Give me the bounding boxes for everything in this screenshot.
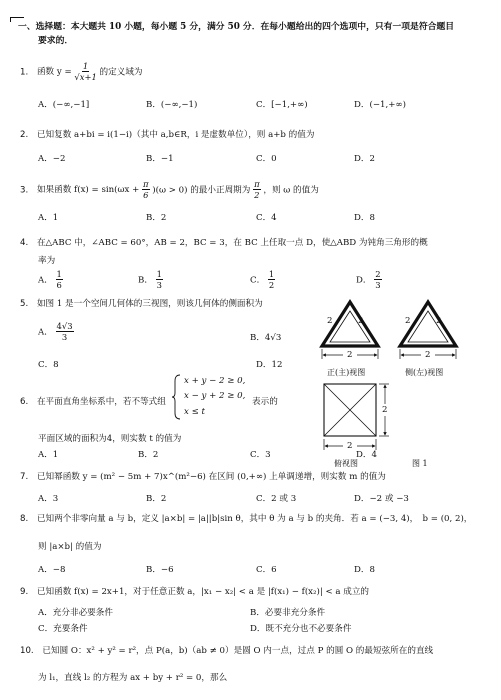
front-view-caption: 正(主)视图 xyxy=(327,368,366,377)
fraction xyxy=(74,62,96,82)
question-stem-cont: 则 |a×b| 的值为 xyxy=(38,542,102,552)
fraction-denominator: 3 xyxy=(156,280,162,291)
fraction-numerator: π xyxy=(254,179,260,189)
option-a: A．1 xyxy=(38,213,59,223)
figure-1-three-views xyxy=(310,296,480,474)
question-stem: 已知函数 f(x) = 2x+1，对于任意正数 a，|x₁ − x₂| < a 是 |f(x₁) − f(x₂)| < a 成立的 xyxy=(36,587,370,597)
option-d: D．(−1,+∞) xyxy=(354,100,406,110)
option-a: A．3 xyxy=(38,494,59,504)
question-9 xyxy=(20,585,369,597)
option-d: D．2 xyxy=(354,154,375,164)
option-c: C．2 或 3 xyxy=(256,494,297,504)
option-b: B．(−∞,−1) xyxy=(146,100,198,110)
question-stem: 的定义域为 xyxy=(99,67,143,78)
option-b: B．2 xyxy=(146,494,167,504)
option-d: D．8 xyxy=(354,213,375,223)
question-4 xyxy=(20,236,428,248)
fraction-numerator: 1 xyxy=(268,269,275,279)
system-brace xyxy=(172,374,182,420)
option-a xyxy=(38,270,63,290)
question-number: 1. xyxy=(20,67,29,78)
question-stem: 已知复数 a+bi = i(1−i)（其中 a,b∈R，i 是虚数单位），则 a+b 的值为 xyxy=(36,130,315,140)
question-10 xyxy=(20,644,433,656)
option-a xyxy=(38,322,74,342)
fraction-denominator: √x+1 xyxy=(74,72,97,83)
question-5 xyxy=(20,297,263,309)
system-line-3: x ≤ t xyxy=(184,407,205,417)
option-label: A． xyxy=(38,327,53,338)
option-c: C．8 xyxy=(38,360,59,370)
option-b: B．4√3 xyxy=(250,333,282,343)
option-b: B．−6 xyxy=(146,565,174,575)
fraction-numerator: π xyxy=(143,179,149,189)
fraction-numerator: 1 xyxy=(56,269,62,279)
question-number: 5. xyxy=(20,299,29,309)
fraction xyxy=(142,180,150,200)
question-3 xyxy=(20,180,319,200)
fraction xyxy=(374,270,381,290)
option-d: D．12 xyxy=(256,360,283,370)
option-b: B．2 xyxy=(146,213,167,223)
option-a: A．−8 xyxy=(38,565,66,575)
option-d: D．4 xyxy=(356,450,377,460)
question-number: 10. xyxy=(20,646,34,656)
option-b: B．必要非充分条件 xyxy=(250,608,326,618)
option-a: A．1 xyxy=(38,450,59,460)
question-number: 9. xyxy=(20,587,29,597)
fraction-numerator: 4√3 xyxy=(56,321,73,331)
option-a: A．−2 xyxy=(38,154,66,164)
option-label: C． xyxy=(250,275,266,286)
question-stem: 在平面直角坐标系中，若不等式组 xyxy=(36,397,166,407)
question-stem: 函数 y = xyxy=(36,67,72,78)
side-view-edge-right: 2 xyxy=(436,316,442,326)
option-c: C．4 xyxy=(256,213,277,223)
fraction-denominator: 6 xyxy=(56,280,62,291)
option-a: A．充分非必要条件 xyxy=(38,608,113,618)
question-stem: 如果函数 f(x) = sin(ωx + xyxy=(36,185,140,196)
system-line-1: x + y − 2 ≥ 0, xyxy=(184,376,246,386)
question-number: 6. xyxy=(20,397,29,407)
section-marker-tick xyxy=(10,17,11,22)
option-c: C．3 xyxy=(250,450,271,460)
top-view-square xyxy=(324,384,376,436)
fraction-numerator: 1 xyxy=(82,61,89,71)
fraction xyxy=(56,270,63,290)
fraction-denominator: 2 xyxy=(254,190,260,201)
fraction-denominator: 3 xyxy=(375,280,381,291)
option-d: D．8 xyxy=(354,565,375,575)
question-number: 2. xyxy=(20,130,29,140)
option-c: C．6 xyxy=(256,565,277,575)
question-stem: 如图 1 是一个空间几何体的三视图，则该几何体的侧面积为 xyxy=(36,299,263,309)
side-view-edge-left: 2 xyxy=(405,316,411,326)
option-a: A．(−∞,−1] xyxy=(38,100,90,110)
section-title-cont: 要求的． xyxy=(38,36,74,46)
question-stem: 已知两个非零向量 a 与 b，定义 |a×b| = |a||b|sin θ，其中 θ 为 a 与 b 的夹角．若 a = (−3, 4)， b = (0, 2)， xyxy=(36,514,473,524)
question-stem-cont: 率为 xyxy=(38,256,56,266)
fraction-denominator: 3 xyxy=(61,332,68,343)
option-b xyxy=(138,270,163,290)
question-number: 3. xyxy=(20,185,29,196)
question-stem-cont: 为 l₁，直线 l₂ 的方程为 ax + by + r² = 0，那么 xyxy=(38,673,228,683)
question-1 xyxy=(20,62,143,82)
figure-label: 图 1 xyxy=(412,459,428,468)
question-stem: 已知幂函数 y = (m² − 5m + 7)x^(m²−6) 在区间 (0,+∞) 上单调递增，则实数 m 的值为 xyxy=(36,472,386,482)
option-d: D．−2 或 −3 xyxy=(354,494,409,504)
option-b: B．−1 xyxy=(146,154,174,164)
option-c xyxy=(250,270,275,290)
fraction-numerator: 1 xyxy=(156,269,162,279)
question-stem: )(ω > 0) 的最小正周期为 xyxy=(152,185,251,196)
fraction-numerator: 2 xyxy=(375,269,381,279)
fraction-denominator: 6 xyxy=(143,190,149,201)
top-view-caption: 俯视图 xyxy=(334,459,358,468)
fraction xyxy=(268,270,275,290)
option-label: A． xyxy=(38,275,53,286)
fraction xyxy=(253,180,261,200)
option-c: C．[−1,+∞) xyxy=(256,100,308,110)
question-6 xyxy=(20,395,166,407)
question-number: 7. xyxy=(20,472,29,482)
fraction xyxy=(56,322,74,342)
section-title: 一、选择题：本大题共 10 小题，每小题 5 分，满分 50 分．在每小题给出的四个选项中，只有一项是符合题目 xyxy=(18,22,455,32)
question-number: 4. xyxy=(20,238,29,248)
option-c: C．充要条件 xyxy=(38,624,88,634)
option-c: C．0 xyxy=(256,154,277,164)
fraction-denominator: 2 xyxy=(268,280,275,291)
question-stem-cont: 平面区域的面积为4，则实数 t 的值为 xyxy=(38,434,182,444)
question-stem-cont: 表示的 xyxy=(252,397,278,407)
fraction xyxy=(156,270,163,290)
question-number: 8. xyxy=(20,514,29,524)
question-2 xyxy=(20,128,314,140)
option-d xyxy=(356,270,382,290)
question-stem: ，则 ω 的值为 xyxy=(263,185,319,196)
side-view-caption: 侧(左)视图 xyxy=(405,368,444,377)
question-stem: 在△ABC 中，∠ABC = 60°，AB = 2，BC = 3，在 BC 上任取一点 D，使△ABD 为钝角三角形的概 xyxy=(36,238,428,248)
section-marker xyxy=(10,17,24,18)
top-view-height: 2 xyxy=(382,405,388,415)
front-view-edge-right: 2 xyxy=(358,316,364,326)
front-view-edge-left: 2 xyxy=(327,316,333,326)
question-stem: 已知圆 O：x² + y² = r²，点 P(a，b)（ab ≠ 0）是圆 O 内一点，过点 P 的圆 O 的最短弦所在的直线 xyxy=(42,646,434,656)
top-view-width: 2 xyxy=(347,441,353,451)
option-d: D．既不充分也不必要条件 xyxy=(250,624,352,634)
side-view-width: 2 xyxy=(425,350,431,360)
option-label: B． xyxy=(138,275,153,286)
option-b: B．2 xyxy=(138,450,159,460)
system-line-2: x − y + 2 ≥ 0, xyxy=(184,391,246,401)
option-label: D． xyxy=(356,275,372,286)
front-view-width: 2 xyxy=(347,350,353,360)
question-8 xyxy=(20,512,472,524)
